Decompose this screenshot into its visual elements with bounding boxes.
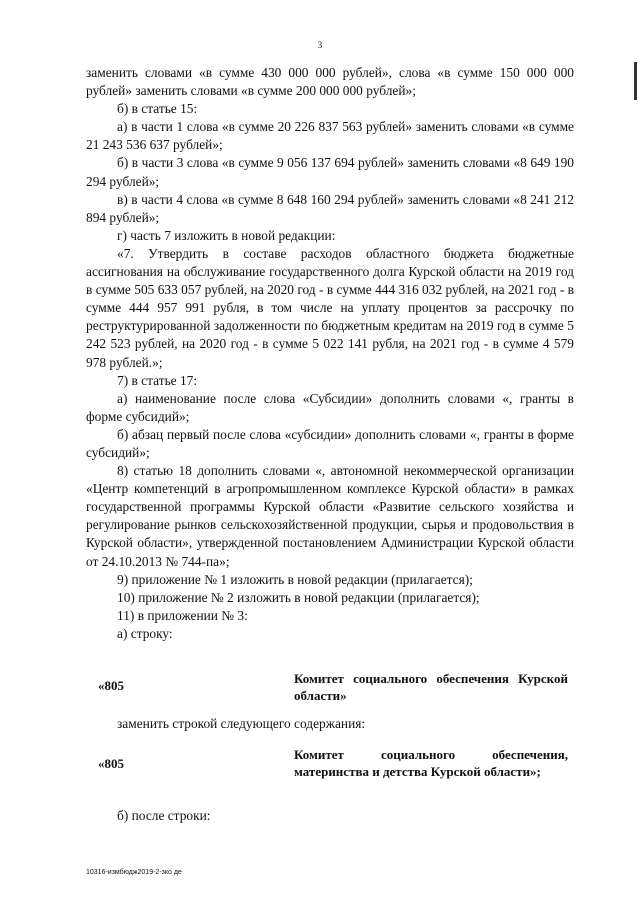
row-name: Комитет социального обеспечения Курской области» xyxy=(294,671,568,703)
scan-edge-mark xyxy=(634,62,637,100)
paragraph: а) наименование после слова «Субсидии» дополнить словами «, гранты в форме субсидий»; xyxy=(86,390,574,424)
paragraph: а) строку: xyxy=(117,625,173,641)
after-row-instruction: б) после строки: xyxy=(117,808,211,823)
document-code-footer: 10316-измбюдж2019-2-зко де xyxy=(86,869,182,876)
paragraph: «7. Утвердить в составе расходов областного бюджета бюджетные ассигнования на обслуживание государственного долга Курской области на 2019 год в сумме 505 633 057 рублей, на 2020 год - в сумме 444 316 032 рублей, на 2021 год - в сумме 444 957 991 рубля, в том числе на уплату процентов за рассрочку по реструктурированной задолженности по бюджетным кредитам на 2019 год в сумме 5 242 523 рублей, на 2020 год - в сумме 5 022 141 рубля, на 2021 год - в сумме 4 579 978 рублей.»; xyxy=(86,245,574,370)
paragraph: б) в статье 15: xyxy=(117,101,198,117)
paragraph: б) абзац первый после слова «субсидии» дополнить словами «, гранты в форме субсидий»; xyxy=(86,426,574,460)
paragraph: 8) статью 18 дополнить словами «, автономной некоммерческой организации «Центр компетенций в агропромышленном комплексе Курской области» в рамках государственной программы Курской области «Развитие сельского хозяйства и регулирование рынков сельскохозяйственной продукции, сырья и продовольствия в Курской области», утвержденной постановлением Администрации Курской области от 24.10.2013 № 744-па»; xyxy=(86,463,574,569)
row-code: «805 xyxy=(98,678,124,693)
page-number: 3 xyxy=(317,40,323,50)
paragraph: 9) приложение № 1 изложить в новой редакции (прилагается); xyxy=(117,571,473,587)
paragraph: 11) в приложении № 3: xyxy=(117,607,248,623)
row-name: Комитет социального обеспечения, материнства и детства Курской области»; xyxy=(294,747,568,779)
document-body xyxy=(86,64,574,643)
paragraph: б) в части 3 слова «в сумме 9 056 137 694 рублей» заменить словами «8 649 190 294 рублей»; xyxy=(86,155,574,189)
paragraph: г) часть 7 изложить в новой редакции: xyxy=(117,227,336,243)
paragraph: 7) в статье 17: xyxy=(117,372,198,388)
replace-instruction: заменить строкой следующего содержания: xyxy=(117,716,366,731)
paragraph: 10) приложение № 2 изложить в новой редакции (прилагается); xyxy=(117,589,480,605)
paragraph: а) в части 1 слова «в сумме 20 226 837 563 рублей» заменить словами «в сумме 21 243 536 637 рублей»; xyxy=(86,119,574,153)
paragraph: заменить словами «в сумме 430 000 000 рублей», слова «в сумме 150 000 000 рублей» заменить словами «в сумме 200 000 000 рублей»; xyxy=(86,65,574,99)
row-code: «805 xyxy=(98,756,124,771)
paragraph: в) в части 4 слова «в сумме 8 648 160 294 рублей» заменить словами «8 241 212 894 рублей»; xyxy=(86,191,574,225)
